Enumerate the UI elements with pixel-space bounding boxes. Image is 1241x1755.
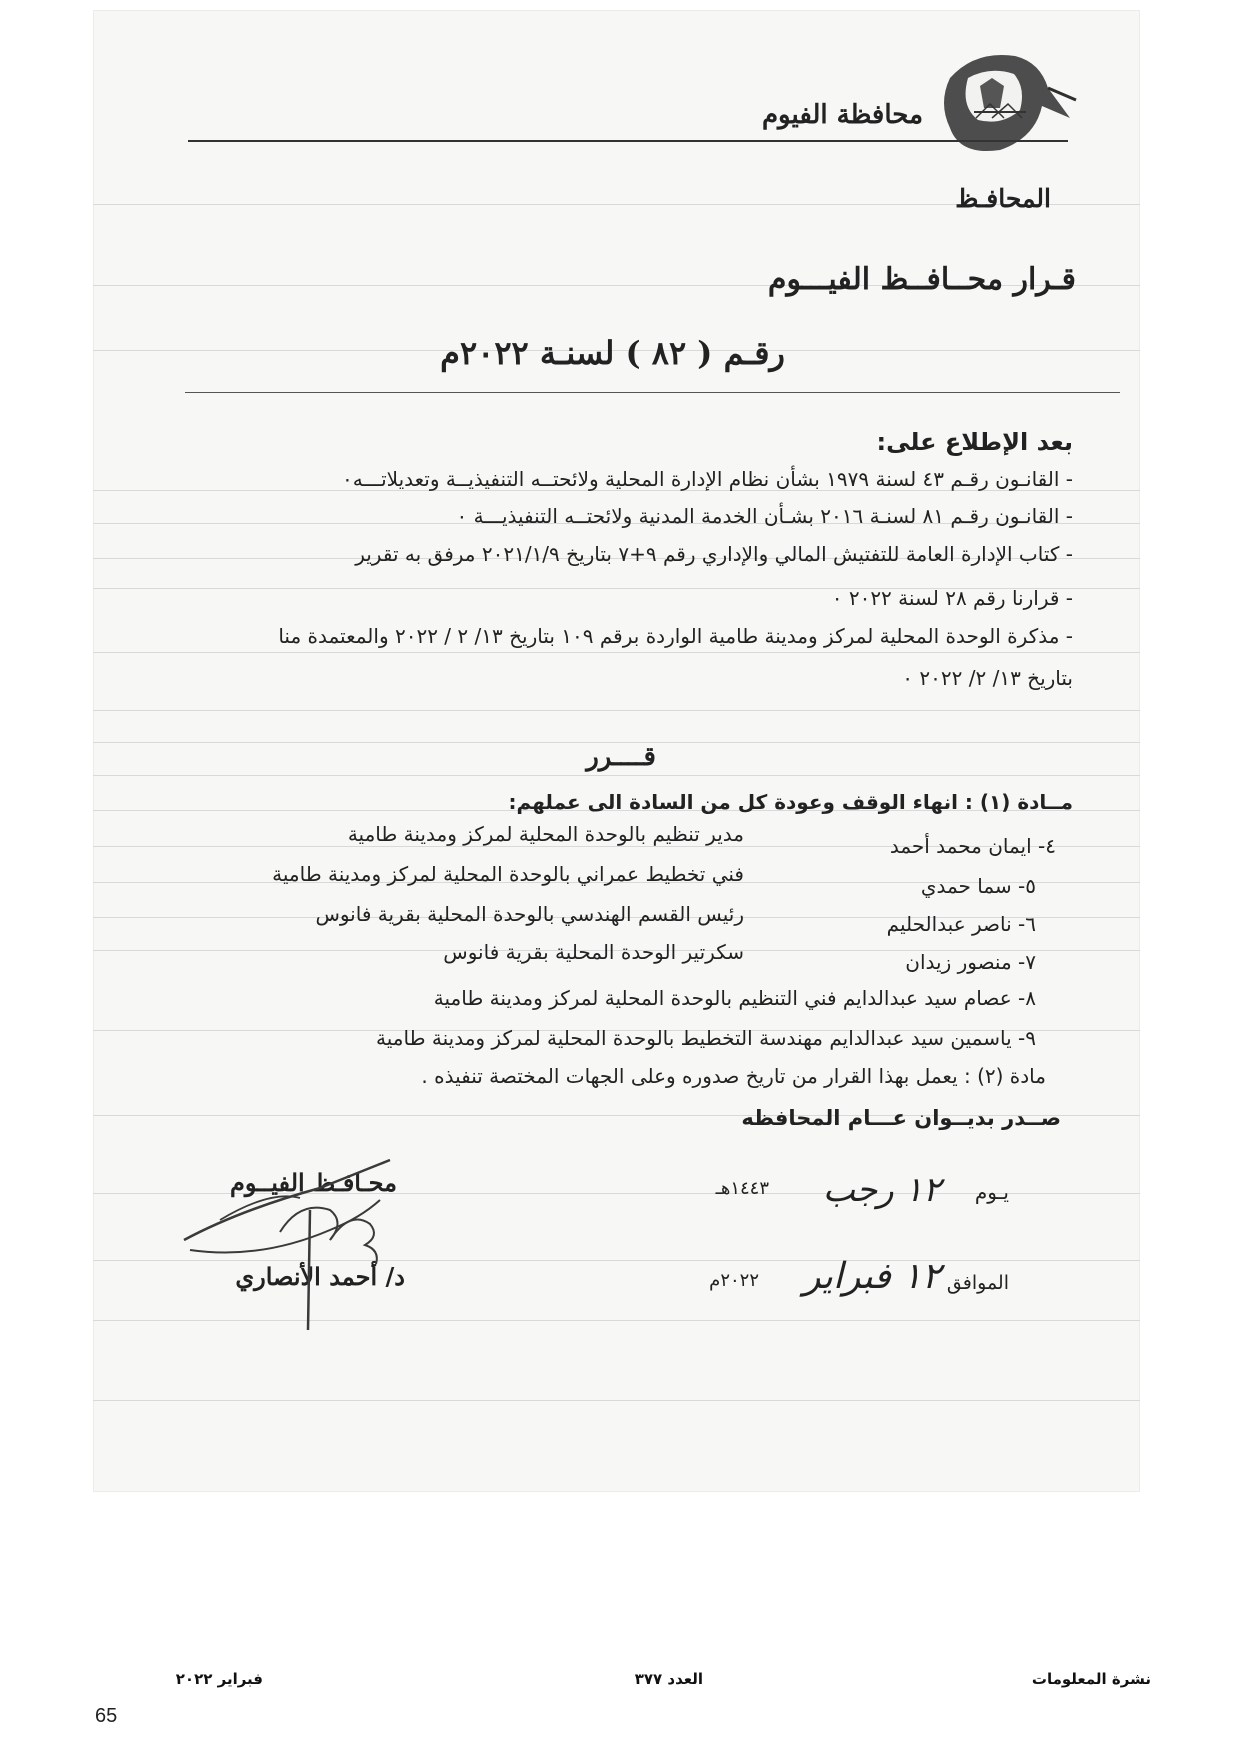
staff-name: ٦- ناصر عبدالحليم bbox=[886, 912, 1036, 936]
staff-role: فني تخطيط عمراني بالوحدة المحلية لمركز ومدينة طامية bbox=[272, 862, 744, 886]
staff-name: ٤- ايمان محمد أحمد bbox=[889, 834, 1056, 858]
staff-line-8: ٨- عصام سيد عبدالدايم فني التنظيم بالوحدة المحلية لمركز ومدينة طامية bbox=[433, 986, 1036, 1010]
staff-role: رئيس القسم الهندسي بالوحدة المحلية بقرية فانوس bbox=[315, 902, 744, 926]
gregorian-year: ٢٠٢٢م bbox=[709, 1270, 759, 1291]
header-rule bbox=[188, 140, 1068, 142]
governor-office: المحافـظ bbox=[955, 184, 1051, 213]
staff-role: مدير تنظيم بالوحدة المحلية لمركز ومدينة طامية bbox=[347, 822, 744, 846]
hijri-year: ١٤٤٣هـ bbox=[715, 1178, 769, 1199]
staff-line-9: ٩- ياسمين سيد عبدالدايم مهندسة التخطيط بالوحدة المحلية لمركز ومدينة طامية bbox=[376, 1026, 1036, 1050]
gregorian-handwritten-date: ١٢ فبراير bbox=[803, 1256, 941, 1297]
preamble-item: - القانـون رقـم ٤٣ لسنة ١٩٧٩ بشأن نظام الإدارة المحلية ولائحتــه التنفيذيــة وتعديلاتـــه٠ bbox=[342, 467, 1073, 491]
preamble-item: - كتاب الإدارة العامة للتفتيش المالي والإداري رقم ٩+٧ بتاريخ ٢٠٢١/١/٩ مرفق به تقرير bbox=[355, 542, 1073, 566]
article-1: مــادة (١) : انهاء الوقف وعودة كل من السادة الى عملهم: bbox=[508, 790, 1073, 814]
staff-role: سكرتير الوحدة المحلية بقرية فانوس bbox=[443, 940, 744, 964]
gregorian-label: الموافق bbox=[946, 1272, 1009, 1294]
preamble-item: بتاريخ ١٣/ ٢/ ٢٠٢٢ ٠ bbox=[902, 666, 1073, 690]
preamble-item: - قرارنا رقم ٢٨ لسنة ٢٠٢٢ ٠ bbox=[831, 586, 1073, 610]
hijri-day-label: يـوم bbox=[974, 1180, 1009, 1204]
preamble-item: - القانـون رقـم ٨١ لسنـة ٢٠١٦ بشـأن الخدمة المدنية ولائحتــه التنفيذيـــة ٠ bbox=[456, 504, 1073, 528]
decree-title: قـرار محــافــظ الفيـــوم bbox=[767, 262, 1076, 297]
staff-name: ٥- سما حمدي bbox=[920, 874, 1036, 898]
decree-number: رقـم ( ٨٢ ) لسنـة ٢٠٢٢م bbox=[440, 334, 785, 372]
footer-date: فبراير ٢٠٢٢ bbox=[175, 1670, 263, 1688]
governorate-name: محافظة الفيوم bbox=[761, 100, 923, 130]
handwritten-signature bbox=[180, 1140, 420, 1340]
hijri-handwritten-date: ١٢ رجب bbox=[822, 1170, 941, 1210]
title-separator bbox=[185, 392, 1120, 393]
article-2: مادة (٢) : يعمل بهذا القرار من تاريخ صدوره وعلى الجهات المختصة تنفيذه . bbox=[421, 1064, 1046, 1088]
preamble-item: - مذكرة الوحدة المحلية لمركز ومدينة طامية الواردة برقم ١٠٩ بتاريخ ١٣/ ٢ / ٢٠٢٢ والمعتمدة منا bbox=[278, 624, 1073, 648]
preamble-heading: بعد الإطلاع على: bbox=[876, 428, 1073, 456]
decision-heading: قــــرر bbox=[586, 742, 656, 772]
issued-statement: صــدر بديــوان عـــام المحافظه bbox=[741, 1106, 1061, 1130]
footer-issue: العدد ٣٧٧ bbox=[634, 1670, 703, 1688]
page-number: 65 bbox=[95, 1705, 118, 1727]
signatory-title: محـافـظ الفيــوم bbox=[229, 1168, 397, 1197]
signatory-name: د/ أحمد الأنصاري bbox=[235, 1262, 405, 1291]
staff-name: ٧- منصور زيدان bbox=[905, 950, 1036, 974]
footer-publication: نشرة المعلومات bbox=[1031, 1670, 1151, 1688]
